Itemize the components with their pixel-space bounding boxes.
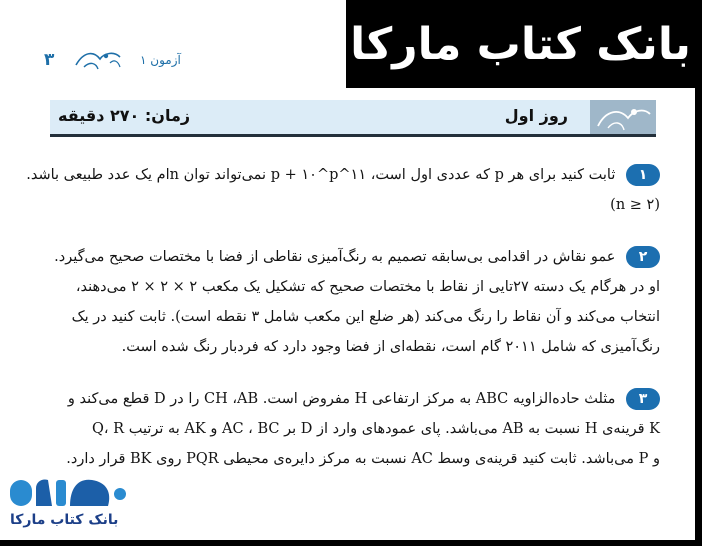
problem-text: K قرینه‌ی H نسبت به AB می‌باشد. پای عمودهای وارد از D بر AC ، BC و AK به ترتیب Q، R — [92, 421, 660, 437]
logo-caption: بانک کتاب مارکا — [10, 512, 119, 528]
problem-line — [54, 332, 660, 362]
right-frame-border — [695, 0, 702, 546]
problem-text: رنگ‌آمیزی که شامل ۲۰۱۱ گام است، نقطه‌ای از فضا وجود دارد که فردبار رنگ شده است. — [121, 339, 660, 355]
problem-text: او در هرگام یک دسته ۲۷تایی از نقاط با مختصات صحیح که تشکیل یک مکعب ۲ × ۲ × ۲ می‌دهند، — [75, 279, 660, 295]
problem-line — [54, 242, 660, 272]
problem-line — [54, 272, 660, 302]
problem-line — [66, 444, 660, 474]
problem-line — [66, 414, 660, 444]
day-title-bar — [50, 100, 656, 137]
banner-title: بانک کتاب مارکا — [350, 18, 691, 70]
time-label: زمان: ۲۷۰ دقیقه — [58, 106, 191, 125]
problem-2 — [54, 242, 660, 362]
problem-line — [26, 160, 660, 190]
test-label: آزمون ۱ — [140, 53, 181, 67]
problem-number-badge: ۱ — [626, 164, 660, 186]
problem-number-badge: ۳ — [626, 388, 660, 410]
problem-line — [66, 384, 660, 414]
problem-3 — [66, 384, 660, 474]
day-bird-ornament-icon — [590, 100, 656, 134]
problem-text: (n ≥ ۲) — [610, 197, 660, 213]
problem-text: و P می‌باشد. ثابت کنید قرینه‌ی وسط AC نسبت به مرکز دایره‌ی محیطی PQR روی BK قرار دارد. — [66, 451, 660, 467]
problem-line — [26, 190, 660, 220]
problem-text: ثابت کنید برای هر p که عددی اول است، ۱۱^p + ۱۰^p نمی‌تواند توان nام یک عدد طبیعی باشد. — [26, 167, 616, 183]
problem-number-badge: ۲ — [626, 246, 660, 268]
problem-text: عمو نقاش در اقدامی بی‌سابقه تصمیم به رنگ‌آمیزی نقاطی از فضا با مختصات صحیح می‌گیرد. — [54, 249, 616, 265]
running-header — [44, 46, 244, 74]
problem-1 — [26, 160, 660, 220]
problem-text: انتخاب می‌کند و آن نقاط را رنگ می‌کند (هر ضلع این مکعب شامل ۳ نقطه است). ثابت کنید در یک — [71, 309, 660, 325]
page-number: ۳ — [44, 50, 55, 70]
day-title: روز اول — [504, 106, 568, 125]
bottom-frame-border — [0, 540, 702, 546]
problem-line — [54, 302, 660, 332]
bird-ornament-icon — [70, 47, 126, 73]
problem-text: مثلث حاده‌الزاویه ABC به مرکز ارتفاعی H مفروض است. CH ،AB را در D قطع می‌کند و — [67, 391, 616, 407]
watermark-banner — [346, 0, 695, 88]
